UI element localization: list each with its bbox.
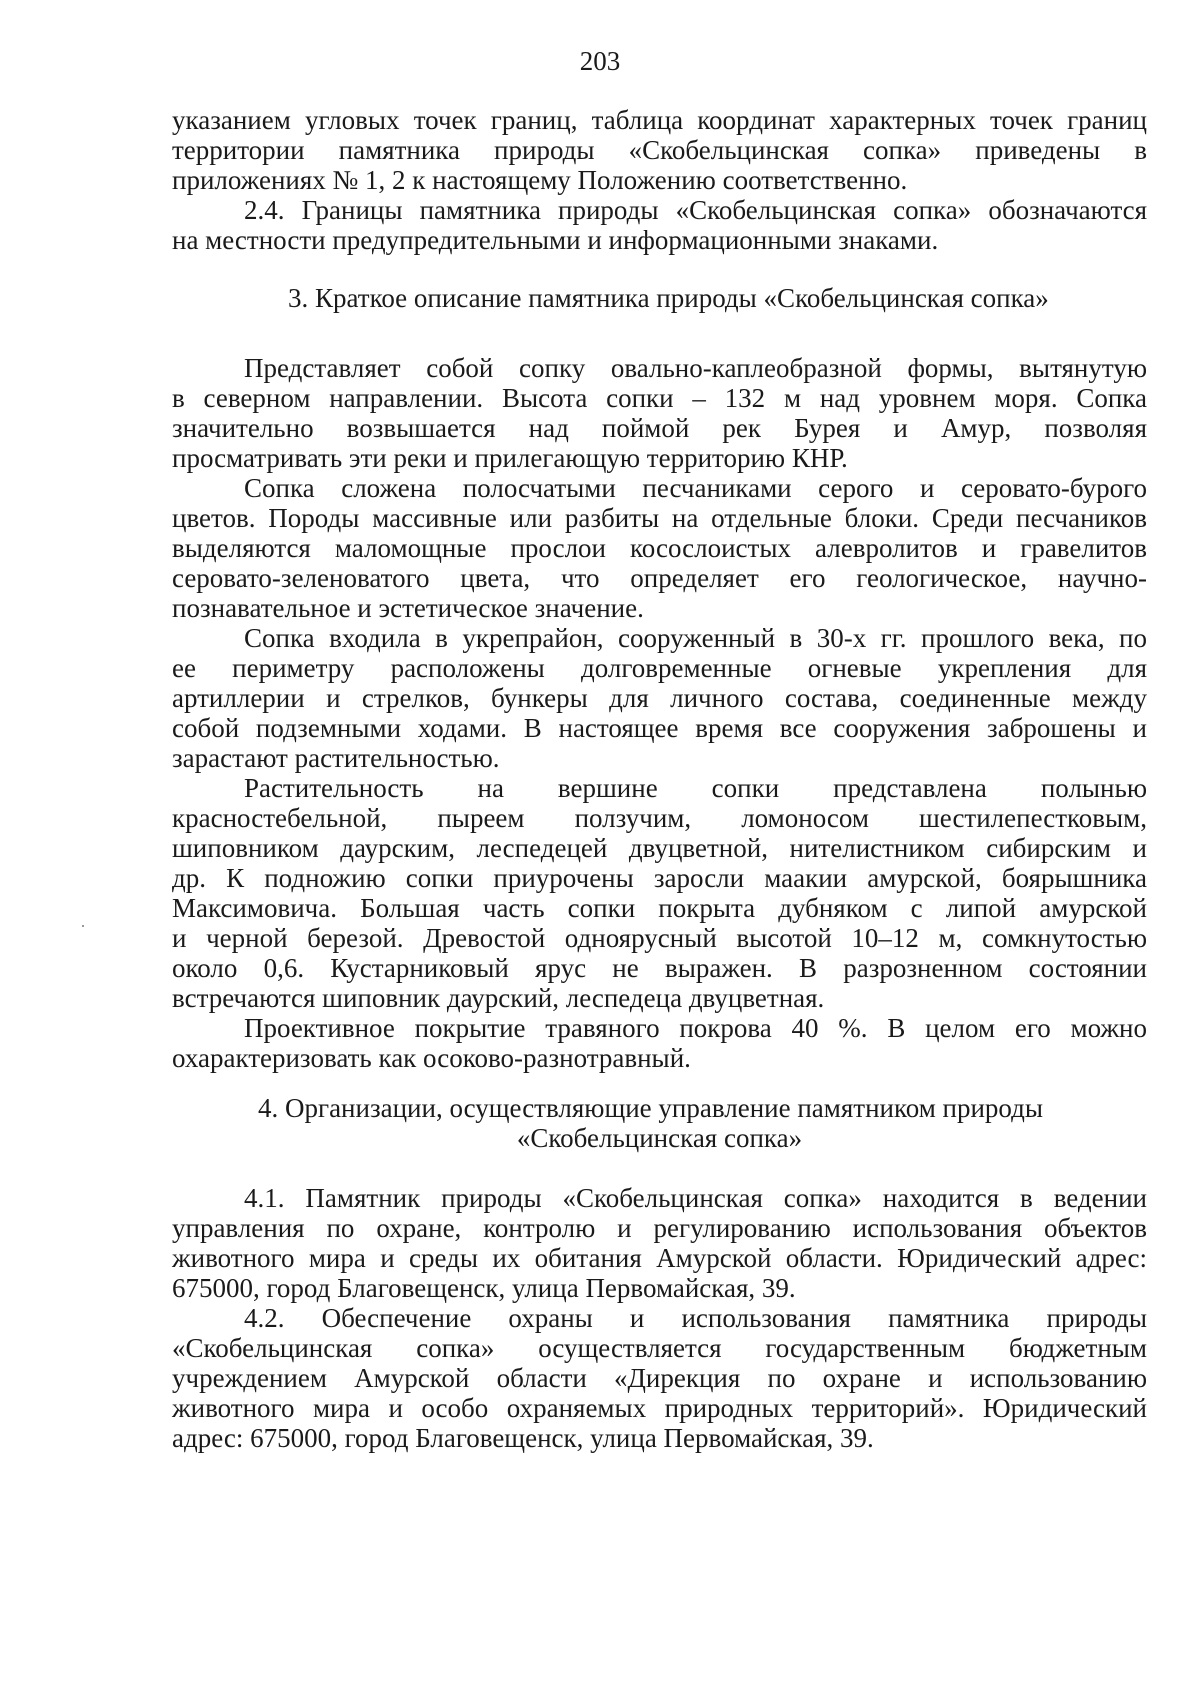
- text-line: Представляет собой сопку овально-каплеобразной формы, вытянутую: [244, 353, 1147, 383]
- text-line: др. К подножию сопки приурочены заросли маакии амурской, боярышника: [172, 863, 1147, 893]
- text-line: Сопка сложена полосчатыми песчаниками серого и серовато-бурого: [244, 473, 1147, 503]
- section-4-heading-line-2: «Скобельцинская сопка»: [516, 1123, 803, 1153]
- text-line: 4.2. Обеспечение охраны и использования памятника природы: [244, 1303, 1147, 1333]
- text-line: охарактеризовать как осоково-разнотравный.: [172, 1043, 691, 1073]
- text-line: управления по охране, контролю и регулированию использования объектов: [172, 1213, 1147, 1243]
- scan-speck: [82, 925, 84, 927]
- section-4-heading-line-1: 4. Организации, осуществляющие управление памятником природы: [258, 1093, 1044, 1123]
- page-number: 203: [579, 46, 621, 76]
- text-line: около 0,6. Кустарниковый ярус не выражен. В разрозненном состоянии: [172, 953, 1147, 983]
- text-line: познавательное и эстетическое значение.: [172, 593, 644, 623]
- text-line: серовато-зеленоватого цвета, что определяет его геологическое, научно-: [172, 563, 1147, 593]
- text-line: «Скобельцинская сопка» осуществляется государственным бюджетным: [172, 1333, 1147, 1363]
- text-line: 675000, город Благовещенск, улица Первомайская, 39.: [172, 1273, 796, 1303]
- text-line: адрес: 675000, город Благовещенск, улица Первомайская, 39.: [172, 1423, 874, 1453]
- text-line: цветов. Породы массивные или разбиты на отдельные блоки. Среди песчаников: [172, 503, 1147, 533]
- text-line: 4.1. Памятник природы «Скобельцинская сопка» находится в ведении: [244, 1183, 1147, 1213]
- text-line: Сопка входила в укрепрайон, сооруженный в 30-х гг. прошлого века, по: [244, 623, 1147, 653]
- text-line: ее периметру расположены долговременные огневые укрепления для: [172, 653, 1147, 683]
- text-line: Растительность на вершине сопки представлена полынью: [244, 773, 1147, 803]
- text-line: шиповником даурским, леспедецей двуцветной, нителистником сибирским и: [172, 833, 1147, 863]
- text-line: зарастают растительностью.: [172, 743, 500, 773]
- text-line: в северном направлении. Высота сопки – 132 м над уровнем моря. Сопка: [172, 383, 1147, 413]
- text-line: просматривать эти реки и прилегающую территорию КНР.: [172, 443, 848, 473]
- text-line: Максимовича. Большая часть сопки покрыта дубняком с липой амурской: [172, 893, 1147, 923]
- text-line: 2.4. Границы памятника природы «Скобельцинская сопка» обозначаются: [244, 195, 1147, 225]
- text-line: учреждением Амурской области «Дирекция по охране и использованию: [172, 1363, 1147, 1393]
- section-3-heading: 3. Краткое описание памятника природы «Скобельцинская сопка»: [288, 283, 1049, 313]
- text-line: территории памятника природы «Скобельцинская сопка» приведены в: [172, 135, 1147, 165]
- text-line: животного мира и среды их обитания Амурской области. Юридический адрес:: [172, 1243, 1147, 1273]
- text-line: значительно возвышается над поймой рек Бурея и Амур, позволяя: [172, 413, 1147, 443]
- text-line: красностебельной, пыреем ползучим, ломоносом шестилепестковым,: [172, 803, 1147, 833]
- text-line: встречаются шиповник даурский, леспедеца двуцветная.: [172, 983, 825, 1013]
- text-line: и черной березой. Древостой одноярусный высотой 10–12 м, сомкнутостью: [172, 923, 1147, 953]
- text-line: животного мира и особо охраняемых природных территорий». Юридический: [172, 1393, 1147, 1423]
- text-line: указанием угловых точек границ, таблица координат характерных точек границ: [172, 105, 1147, 135]
- text-line: артиллерии и стрелков, бункеры для личного состава, соединенные между: [172, 683, 1147, 713]
- text-line: приложениях № 1, 2 к настоящему Положению соответственно.: [172, 165, 908, 195]
- text-line: на местности предупредительными и информационными знаками.: [172, 225, 939, 255]
- text-line: выделяются маломощные прослои косослоистых алевролитов и гравелитов: [172, 533, 1147, 563]
- text-line: Проективное покрытие травяного покрова 40 %. В целом его можно: [244, 1013, 1147, 1043]
- text-line: собой подземными ходами. В настоящее время все сооружения заброшены и: [172, 713, 1147, 743]
